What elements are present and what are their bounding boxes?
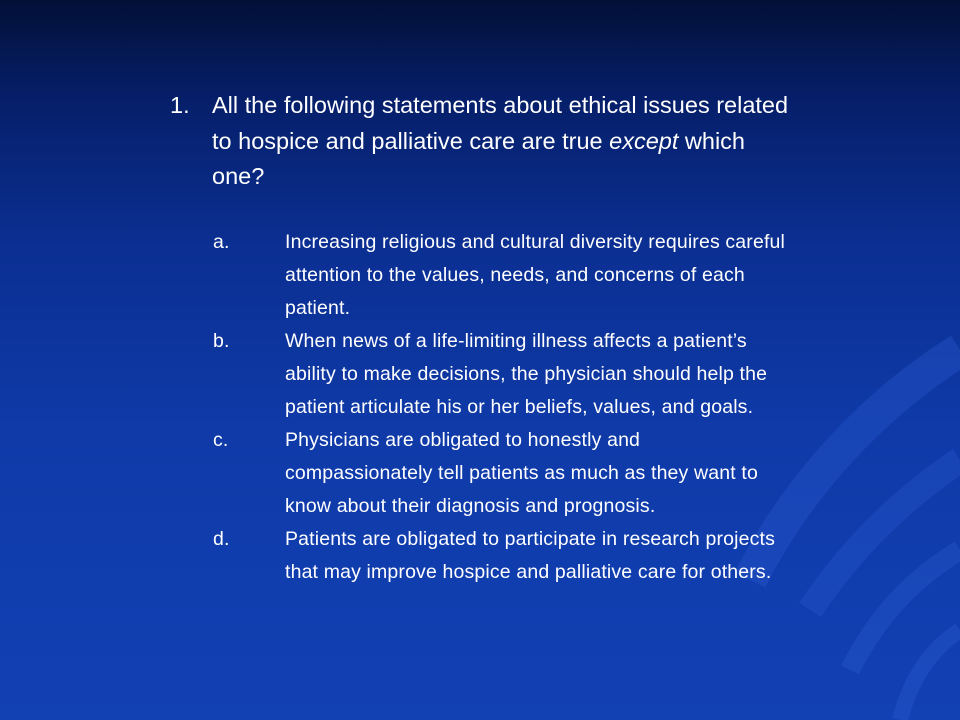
question-text-start: All the following statements about ethical issues related to hospice and palliative care are true	[212, 92, 789, 154]
answer-letter: b.	[213, 330, 230, 352]
question	[170, 88, 790, 195]
question-number: 1.	[170, 92, 190, 118]
answer-b	[213, 325, 788, 424]
question-text-end: which one?	[212, 127, 745, 189]
answer-text: Physicians are obligated to honestly and compassionately tell patients as much as they want to know about their diagnosis and prognosis.	[285, 429, 758, 517]
answer-c	[213, 424, 788, 523]
question-text	[212, 88, 790, 195]
answer-text: When news of a life-limiting illness affects a patient’s ability to make decisions, the physician should help the patient articulate his or her beliefs, values, and goals.	[285, 330, 768, 418]
answer-d	[213, 523, 788, 589]
answer-list	[213, 226, 788, 589]
answer-text: Patients are obligated to participate in research projects that may improve hospice and palliative care for others.	[285, 528, 775, 583]
answer-letter: c.	[213, 429, 229, 451]
question-row	[170, 88, 790, 195]
answer-a	[213, 226, 788, 325]
question-emphasis: except	[609, 127, 679, 154]
answer-letter: a.	[213, 231, 230, 253]
answer-text: Increasing religious and cultural diversity requires careful attention to the values, needs, and concerns of each patient.	[285, 231, 785, 319]
answer-letter: d.	[213, 528, 230, 550]
